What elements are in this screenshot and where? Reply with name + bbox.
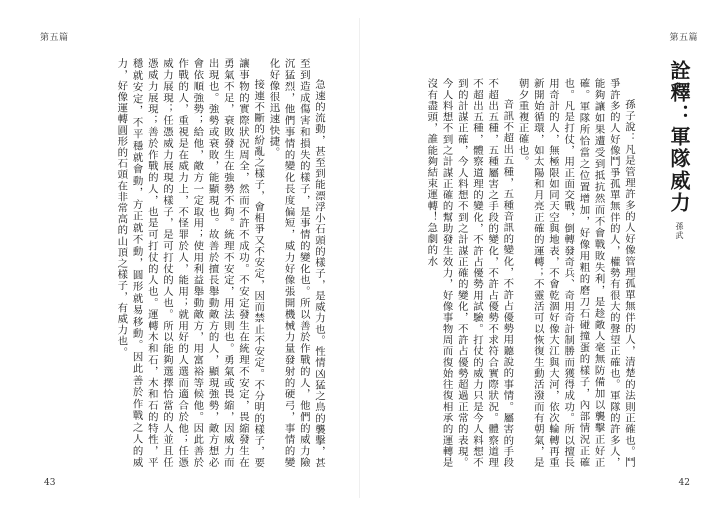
paragraph: 急速的流動，甚至到能漂浮小石頭的樣子，是威力也。性情凶猛之鳥的襲擊，甚至到造成傷害和損失的樣子，是事情的變化也。所以善於作戰的人，他們的威力險沉猛烈，他們事情的變化長度偏短，威力好像張開機械力量發射的硬弓，事情的變化好像很迅速快捷。	[267, 58, 325, 468]
page-number-right: 42	[678, 478, 690, 488]
right-page	[360, 0, 720, 515]
right-page-body	[368, 78, 636, 468]
paragraph: 孫子說：凡是管理許多的人好像管理孤單無伴的人，清楚的法則正確也。鬥爭許多的人好像鬥爭孤單無伴的人，權勢有很大的聲望正確也。軍隊的許多人，能夠讓如果遭受到抵抗然而不會戰敗失利，是趁敵人毫無防備加以襲擊正好正確。軍隊所恰當之位置增加，好像用粗的磨刀石碰撞蛋的樣子，內部情況正確也。凡是打仗，用正面交戰，倒轉發奇兵、奇用奇計制勝而獲得成功。所以擅長用奇計的人，無極限如同天空與地表，不會乾涸好像大江與大河，依次輪轉再重新開始循環，如太陽和月亮正確的運轉；不靈活可以恢復生動活潑而有朝氣，是朝夕重複正確也。	[516, 78, 635, 468]
running-head-left: 第五篇	[40, 33, 69, 43]
paragraph: 音訊不超出五種，五種音訊的變化，不許占優勢用聽說的事情。屬害的手段不超出五種，五種屬害之手段的變化，不許占優勢不求符合實際狀況。體察道理不超出五種，體察道理的變化，不許占優勢用試驗。打仗的威力只是今人料想不到的計謀正確，今人料想不到之計謀正確的變化，不許占優勢超過正常的表現。今人料想不到之計謀正確的幫助發生效力，好像事物周而復始往復相承的運轉是沒有盡頭，誰能夠結束運轉！急劇的水	[425, 78, 514, 468]
left-page-body	[78, 58, 326, 468]
chapter-title-block	[646, 60, 694, 460]
paragraph: 接連不斷的紛亂之樣子，會相爭又不安定，因而禁止不安定。不分明的樣子，要讓事物的實際狀況周全，然而不許不成功。不安定發生在統理不安定，畏縮發生在勇氣不足，衰敗發生在強勢不夠。統理不安定，用法則也。勇氣或畏縮，因威力而出現也。強勢或衰敗，能顯現也。故善於擅長舉動敵方的人，顯現強勢，敵方想必會依順強勢；給他，敵方一定取用；使用利益舉動敵方，用富裕等候他。因此善於作戰的人，重視是在威力上，不怪罪於人，能用；就用好的人選而適合於他；任憑威力展現；任憑威力展現的樣子，是可打仗的人也。所以能夠選擇恰當的人並且任憑威力展現；善於作戰的人，也是可打仗的人也。運轉木和石，木和石的特性，平穩就安定，不平穩就會動，方正就不動，圓形就易移動。因此善於作戰之人的威力，好像運轉圓形的石頭在非常高的山頂之樣子，有威力也。	[115, 58, 265, 468]
chapter-title: 詮釋：軍隊威力	[667, 60, 691, 214]
running-head-right: 第五篇	[669, 33, 698, 43]
chapter-author: 孫武	[675, 222, 684, 240]
page-number-left: 43	[44, 478, 56, 488]
